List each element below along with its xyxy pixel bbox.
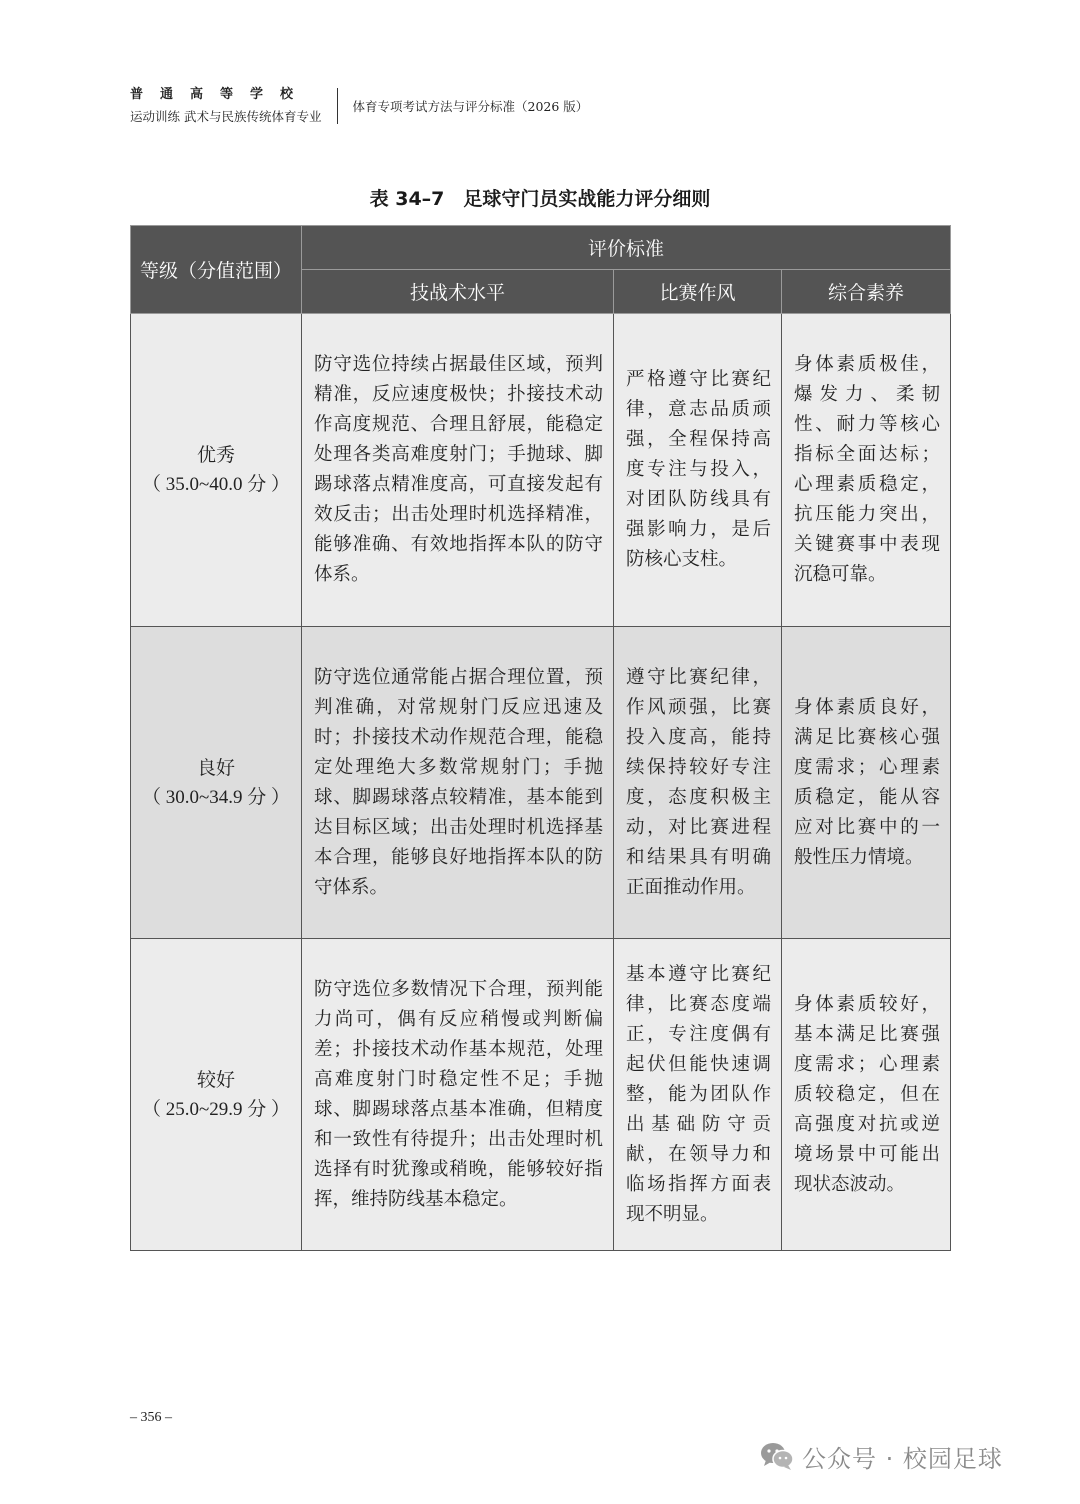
school-name: 普通高等学校 <box>130 87 311 102</box>
running-head <box>130 88 588 124</box>
book-title: 体育专项考试方法与评分标准（2026 版） <box>352 99 589 114</box>
running-head-left <box>130 88 321 124</box>
table-row-good <box>131 627 951 939</box>
style-cell <box>614 627 782 939</box>
style-text: 遵守比赛纪律，作风顽强，比赛投入度高，能持续保持较好专注度，态度积极主动，对比赛进程和结果具有明确正面推动作用。 <box>626 666 771 898</box>
watermark <box>760 1436 1003 1476</box>
quality-cell <box>782 939 951 1251</box>
grade-level: 较好 <box>196 1068 235 1091</box>
header-quality: 综合素养 <box>782 270 951 314</box>
header-style: 比赛作风 <box>614 270 782 314</box>
header-technique: 技战术水平 <box>302 270 614 314</box>
technique-cell <box>302 627 614 939</box>
grade-cell <box>131 939 302 1251</box>
scoring-table <box>130 225 951 1251</box>
header-divider <box>337 88 338 124</box>
quality-text: 身体素质较好，基本满足比赛强度需求；心理素质较稳定，但在高强度对抗或逆境场景中可能出现状态波动。 <box>794 993 940 1195</box>
table-title: 表 34–7 足球守门员实战能力评分细则 <box>369 188 711 210</box>
grade-level: 良好 <box>196 756 235 779</box>
table-row-excellent <box>131 314 951 627</box>
table-row-fair <box>131 939 951 1251</box>
quality-text: 身体素质良好，满足比赛核心强度需求；心理素质稳定，能从容应对比赛中的一般性压力情境。 <box>794 696 940 868</box>
style-cell <box>614 939 782 1251</box>
technique-cell <box>302 939 614 1251</box>
header-grade: 等级（分值范围） <box>131 226 302 314</box>
grade-level: 优秀 <box>196 444 235 466</box>
grade-range: （ 30.0~34.9 分 ） <box>141 786 291 808</box>
watermark-text: 公众号 · 校园足球 <box>802 1444 1003 1473</box>
major-name: 运动训练 武术与民族传统体育专业 <box>130 109 322 124</box>
technique-cell <box>302 314 614 627</box>
grade-range: （ 35.0~40.0 分 ） <box>141 474 291 495</box>
technique-text: 防守选位通常能占据合理位置，预判准确，对常规射门反应迅速及时；扑接技术动作规范合理，能稳定处理绝大多数常规射门；手抛球、脚踢球落点较精准，基本能到达目标区域；出击处理时机选择基本合理，能够良好地指挥本队的防守体系。 <box>314 666 603 898</box>
quality-cell <box>782 314 951 627</box>
grade-cell <box>131 627 302 939</box>
style-cell <box>614 314 782 627</box>
page-number: – 356 – <box>130 1410 172 1425</box>
grade-cell <box>131 314 302 627</box>
quality-text: 身体素质极佳，爆发力、柔韧性、耐力等核心指标全面达标；心理素质稳定，抗压能力突出，关键赛事中表现沉稳可靠。 <box>794 354 940 585</box>
header-criteria: 评价标准 <box>302 226 951 270</box>
wechat-icon <box>760 1441 794 1471</box>
grade-range: （ 25.0~29.9 分 ） <box>141 1098 291 1120</box>
style-text: 严格遵守比赛纪律，意志品质顽强，全程保持高度专注与投入，对团队防线具有强影响力，是后防核心支柱。 <box>626 369 771 570</box>
style-text: 基本遵守比赛纪律，比赛态度端正，专注度偶有起伏但能快速调整，能为团队作出基础防守贡献，在领导力和临场指挥方面表现不明显。 <box>626 963 771 1225</box>
quality-cell <box>782 627 951 939</box>
technique-text: 防守选位多数情况下合理，预判能力尚可，偶有反应稍慢或判断偏差；扑接技术动作基本规范，处理高难度射门时稳定性不足；手抛球、脚踢球落点基本准确，但精度和一致性有待提升；出击处理时机选择有时犹豫或稍晚，能够较好指挥，维持防线基本稳定。 <box>314 978 603 1210</box>
technique-text: 防守选位持续占据最佳区域，预判精准，反应速度极快；扑接技术动作高度规范、合理且舒展，能稳定处理各类高难度射门；手抛球、脚踢球落点精准度高，可直接发起有效反击；出击处理时机选择精准，能够准确、有效地指挥本队的防守体系。 <box>314 354 603 585</box>
